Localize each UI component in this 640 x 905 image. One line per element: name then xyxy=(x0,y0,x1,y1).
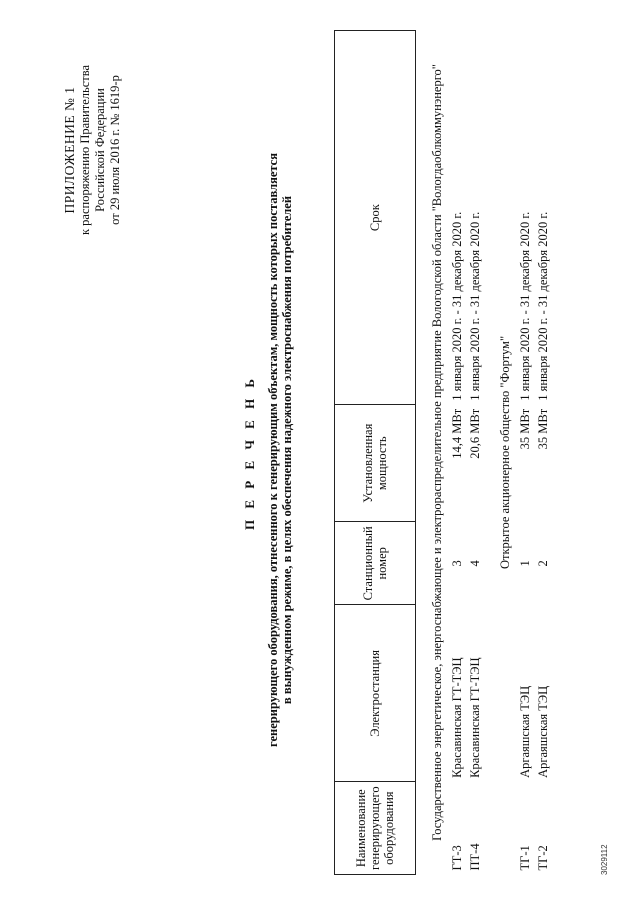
header-number: Станционный номер xyxy=(335,522,416,605)
cell-term: 1 января 2020 г. - 31 декабря 2020 г. xyxy=(518,211,532,401)
cell-station: Аргаяшская ТЭЦ xyxy=(536,685,550,778)
cell-name: ТГ-1 xyxy=(518,845,532,871)
attachment-line-3: от 29 июля 2016 г. № 1619-р xyxy=(108,75,122,225)
cell-power: 35 МВт xyxy=(536,408,550,450)
attachment-line-2: Российской Федерации xyxy=(93,88,107,212)
document-title: П Е Р Е Ч Е Н Ь xyxy=(242,374,257,531)
table-row xyxy=(466,31,484,875)
cell-number: 3 xyxy=(450,560,464,567)
cell-station: Красавинская ГТ-ТЭЦ xyxy=(450,657,464,778)
cell-number: 1 xyxy=(518,560,532,567)
attachment-block xyxy=(62,20,123,280)
cell-number: 4 xyxy=(468,560,482,567)
cell-power: 14,4 МВт xyxy=(450,408,464,459)
header-term: Срок xyxy=(335,31,416,405)
attachment-line-1: к распоряжению Правительства xyxy=(78,65,92,236)
attachment-title: ПРИЛОЖЕНИЕ № 1 xyxy=(62,86,77,214)
cell-term: 1 января 2020 г. - 31 декабря 2020 г. xyxy=(536,211,550,401)
cell-name: ГТ-3 xyxy=(450,845,464,871)
cell-term: 1 января 2020 г. - 31 декабря 2020 г. xyxy=(468,211,482,401)
header-station: Электростанция xyxy=(335,605,416,782)
header-name: Наименование генерирующего оборудования xyxy=(335,782,416,875)
cell-station: Красавинская ГТ-ТЭЦ xyxy=(468,657,482,778)
subtitle-line-2: в вынужденном режиме, в целях обеспечения надежного электроснабжения потребителей xyxy=(280,195,294,705)
org-row xyxy=(484,31,516,875)
document-subtitle xyxy=(266,55,294,845)
cell-name: ТГ-2 xyxy=(536,845,550,871)
header-power: Установленная мощность xyxy=(335,405,416,522)
table-row xyxy=(448,31,466,875)
equipment-table xyxy=(334,30,552,875)
cell-station: Аргаяшская ТЭЦ xyxy=(518,685,532,778)
cell-term: 1 января 2020 г. - 31 декабря 2020 г. xyxy=(450,211,464,401)
table-row xyxy=(516,31,534,875)
cell-number: 2 xyxy=(536,560,550,567)
subtitle-line-1: генерирующего оборудования, отнесенного к генерирующим объектам, мощность которых поставляется xyxy=(266,153,280,748)
org-row xyxy=(416,31,449,875)
org-name: Открытое акционерное общество "Фортум" xyxy=(498,335,512,570)
cell-power: 35 МВт xyxy=(518,408,532,450)
table-row xyxy=(534,31,552,875)
org-name: Государственное энергетическое, энергоснабжающее и электрораспределительное предприятие Вологодской области "Вологдаоблкоммунэнерго" xyxy=(430,64,444,841)
cell-name: ПТ-4 xyxy=(468,843,482,871)
cell-power: 20,6 МВт xyxy=(468,408,482,459)
table-header-row xyxy=(335,31,416,875)
document-number: 3029112 xyxy=(600,844,609,875)
